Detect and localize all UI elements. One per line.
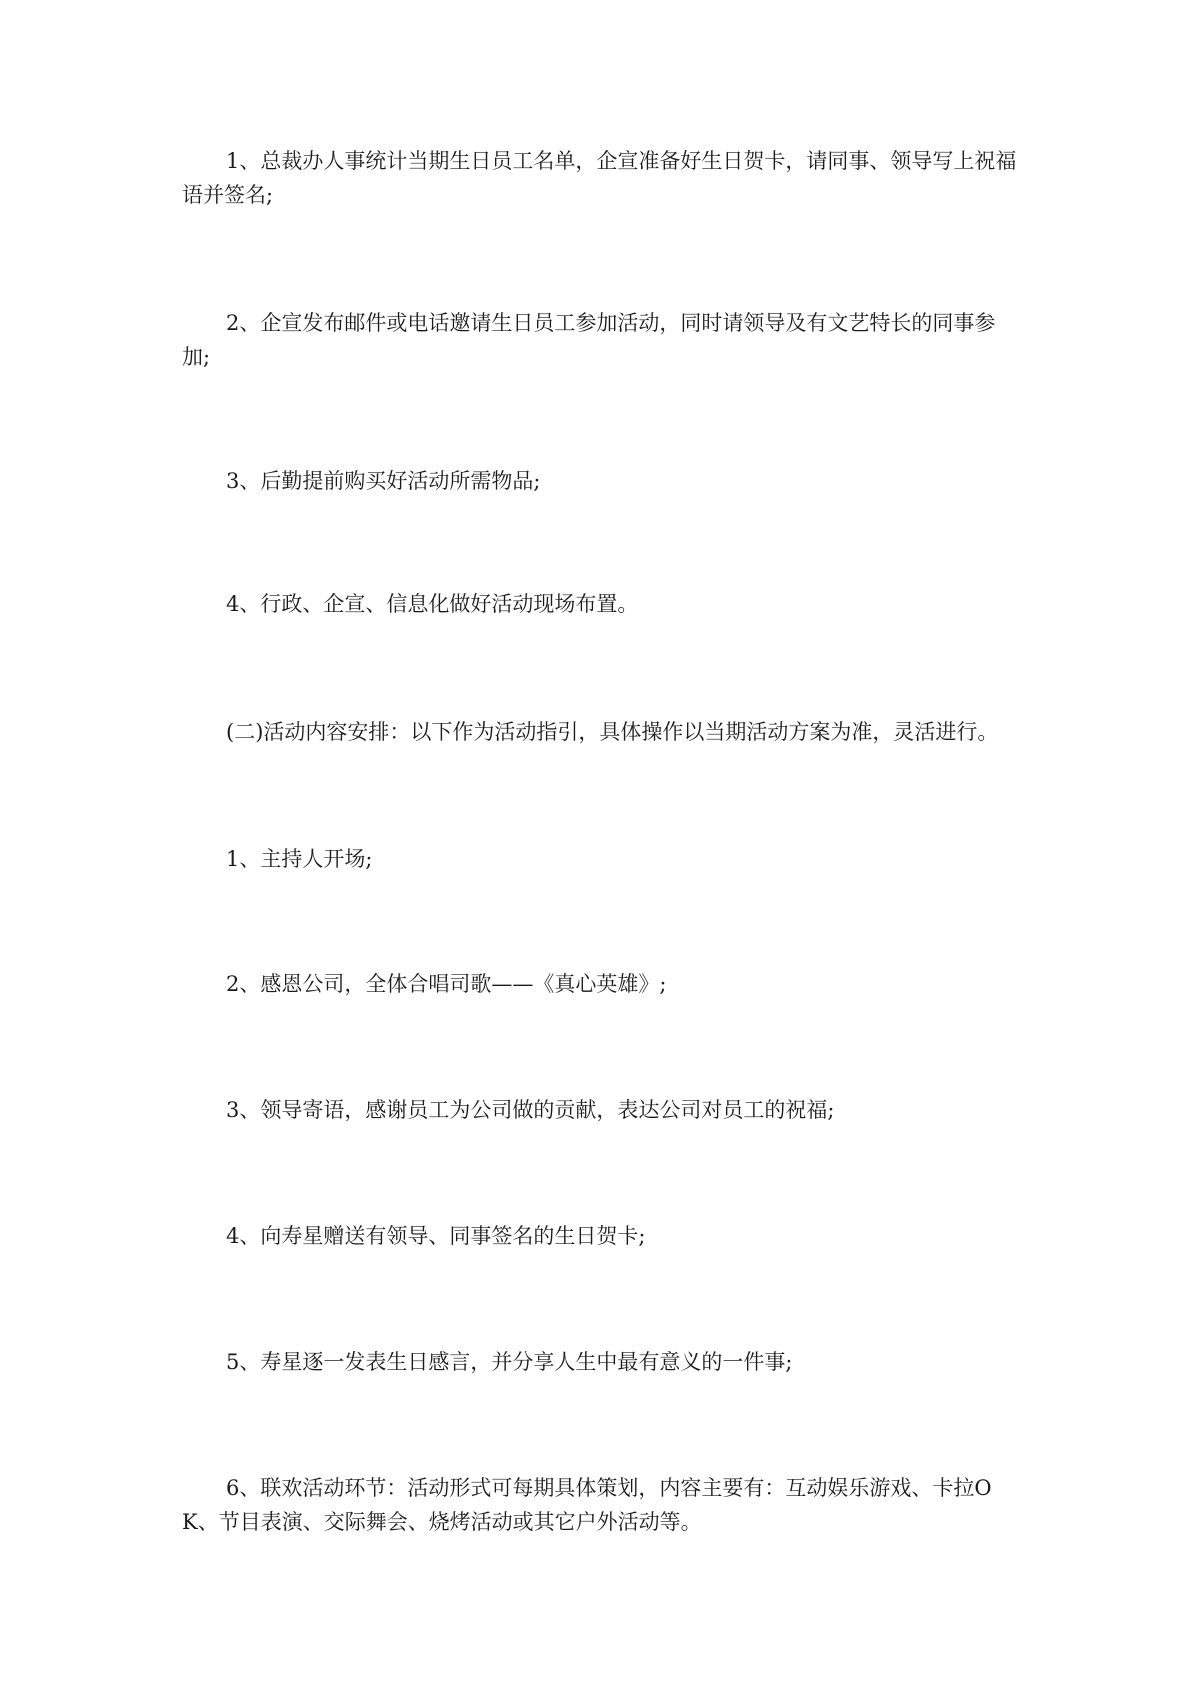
paragraph-program-step-2: 2、感恩公司，全体合唱司歌——《真心英雄》; [226, 972, 667, 996]
paragraph-prep-step-1: 1、总裁办人事统计当期生日员工名单，企宣准备好生日贺卡，请同事、领导写上祝福语并签名; [182, 149, 1017, 207]
paragraph-program-step-5: 5、寿星逐一发表生日感言，并分享人生中最有意义的一件事; [226, 1350, 793, 1374]
paragraph-program-step-3: 3、领导寄语，感谢员工为公司做的贡献，表达公司对员工的祝福; [226, 1098, 835, 1122]
section-heading-arrangement: (二)活动内容安排：以下作为活动指引，具体操作以当期活动方案为准，灵活进行。 [226, 720, 999, 744]
paragraph-program-step-6: 6、联欢活动环节：活动形式可每期具体策划，内容主要有：互动娱乐游戏、卡拉OK、节目表演、交际舞会、烧烤活动或其它户外活动等。 [182, 1476, 992, 1534]
paragraph-prep-step-4: 4、行政、企宣、信息化做好活动现场布置。 [226, 592, 639, 616]
paragraph-prep-step-3: 3、后勤提前购买好活动所需物品; [226, 469, 541, 493]
paragraph-prep-step-2: 2、企宣发布邮件或电话邀请生日员工参加活动，同时请领导及有文艺特长的同事参加; [182, 311, 996, 369]
paragraph-program-step-4: 4、向寿星赠送有领导、同事签名的生日贺卡; [226, 1224, 646, 1248]
paragraph-program-step-1: 1、主持人开场; [226, 847, 373, 871]
